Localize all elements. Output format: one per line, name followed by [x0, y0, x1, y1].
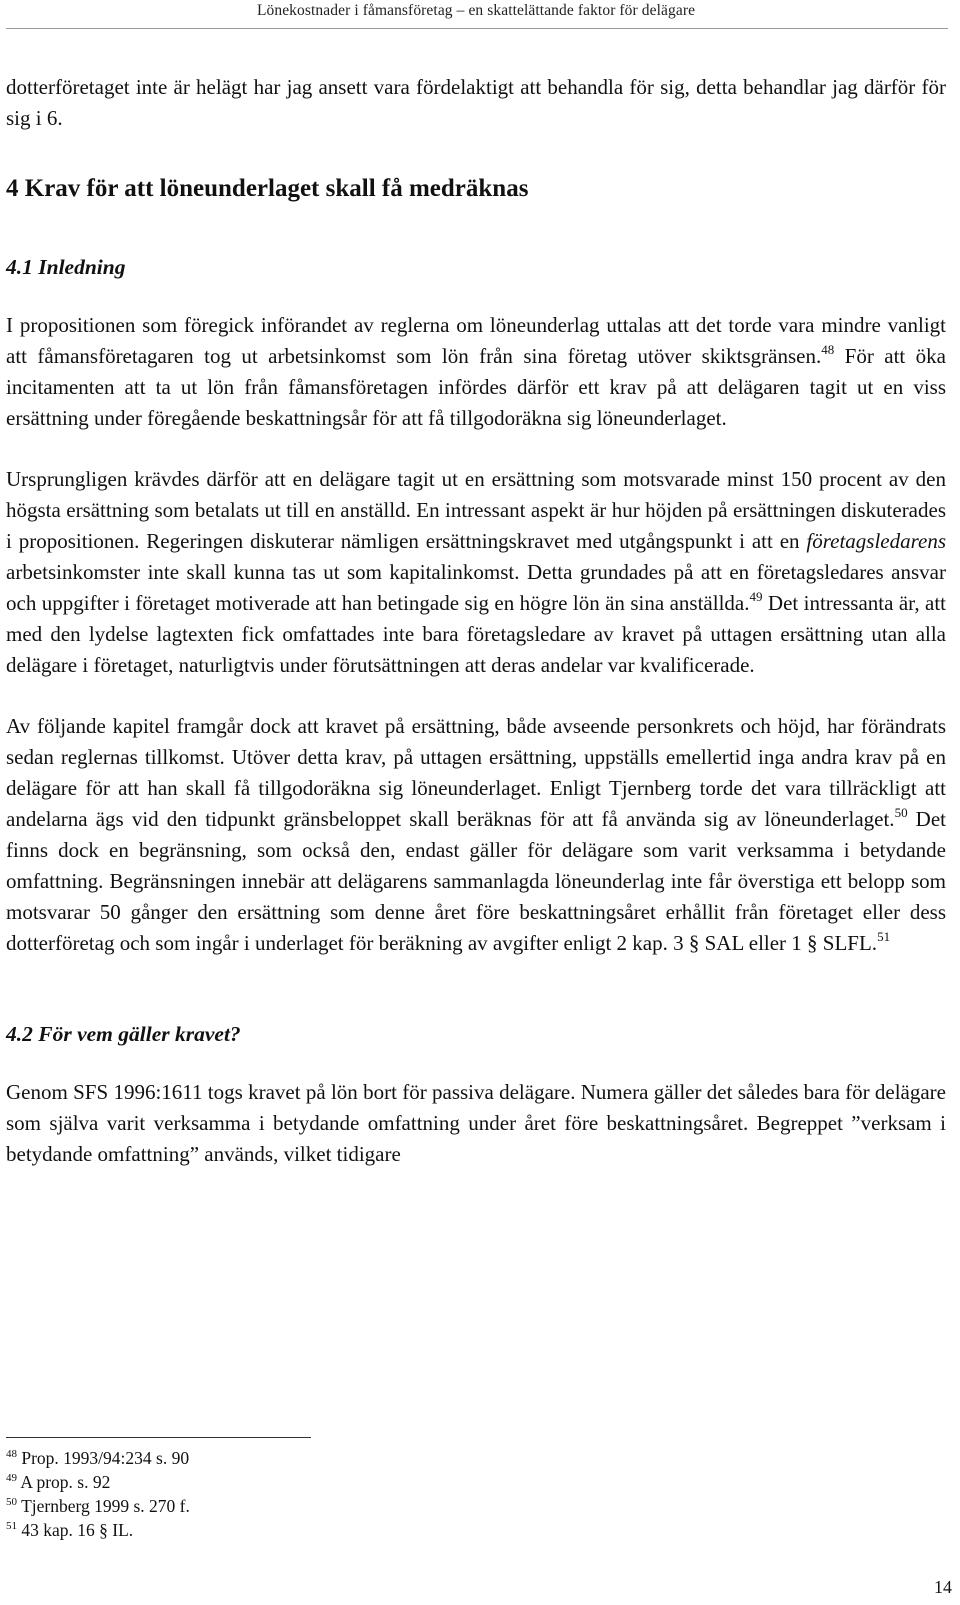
header-divider [6, 28, 948, 29]
footnote-text: Prop. 1993/94:234 s. 90 [21, 1448, 190, 1468]
section-4-2-heading: 4.2 För vem gäller kravet? [6, 1022, 241, 1046]
paragraph-ursprungligen [6, 464, 946, 681]
paragraph-text: Det intressanta är, att med den lydelse lagtexten fick omfattades inte bara företagsledare av kravet på uttagen ersättning utan alla delägare i företaget, naturligtvis under förutsättningen att deras andelar var kvalificerade. [6, 591, 946, 677]
footnote-item [6, 1518, 190, 1542]
footnote-text: A prop. s. 92 [20, 1472, 111, 1492]
footnote-ref-51: 51 [877, 929, 891, 944]
paragraph-text: arbetsinkomster inte skall kunna tas ut som kapitalinkomst. Detta grundades på att en företagsledares ansvar och uppgifter i företaget motiverade att han betingade sig en högre lön än sina anställda. [6, 560, 946, 615]
paragraph-text: För att öka incitamenten att ta ut lön från fåmansföretagen infördes därför ett krav på att delägaren tagit ut en viss ersättning under föregående beskattningsår för att få tillgodoräkna sig löneunderlaget. [6, 344, 947, 430]
page-body [6, 72, 946, 1170]
emphasis-text: företagsledarens [806, 529, 946, 553]
page-number: 14 [934, 1577, 952, 1597]
paragraph-text: Det finns dock en begränsning, som också den, endast gäller för delägare som varit verksamma i betydande omfattning. Begränsningen innebär att delägarens sammanlagda löneunderlag inte får överstiga ett belopp som motsvarar 50 gånger den ersättning som denne året före beskattningsåret erhållit från företaget eller dess dotterföretag och som ingår i underlaget för beräkning av avgifter enligt 2 kap. 3 § SAL eller 1 § SLFL. [6, 807, 946, 955]
section-4-1-heading: 4.1 Inledning [6, 255, 126, 279]
footnote-number: 48 [6, 1448, 17, 1460]
footnote-ref-49: 49 [749, 589, 763, 604]
footnote-number: 50 [6, 1496, 17, 1508]
intro-paragraph: dotterföretaget inte är helägt har jag ansett vara fördelaktigt att behandla för sig, detta behandlar jag därför för sig i 6. [6, 75, 946, 130]
section-4-heading: 4 Krav för att löneunderlaget skall få medräknas [6, 175, 529, 202]
footnotes [6, 1446, 190, 1542]
footnote-ref-50: 50 [894, 805, 908, 820]
footnote-text: Tjernberg 1999 s. 270 f. [21, 1496, 190, 1516]
paragraph-text: Av följande kapitel framgår dock att kravet på ersättning, både avseende personkrets och höjd, har förändrats sedan reglernas tillkomst. Utöver detta krav, på uttagen ersättning, uppställs emellertid inga andra krav på en delägare för att han skall få tillgodoräkna sig löneunderlaget. Enligt Tjernberg torde det vara tillräckligt att andelarna ägs vid den tidpunkt gränsbeloppet skall beräknas för att få använda sig av löneunderlaget. [6, 714, 946, 831]
footnote-text: 43 kap. 16 § IL. [21, 1520, 134, 1540]
paragraph-sfs: Genom SFS 1996:1611 togs kravet på lön bort för passiva delägare. Numera gäller det således bara för delägare som själva varit verksamma i betydande omfattning under året före beskattningsåret. Begreppet ”verksam i betydande omfattning” används, vilket tidigare [6, 1080, 946, 1166]
footnote-item [6, 1446, 190, 1470]
footnote-item [6, 1494, 190, 1518]
footnote-ref-48: 48 [821, 342, 835, 357]
footnote-divider [6, 1437, 311, 1438]
footnote-number: 51 [6, 1520, 17, 1532]
running-header: Lönekostnader i fåmansföretag – en skattelättande faktor för delägare [256, 2, 696, 19]
paragraph-inledning [6, 310, 946, 434]
paragraph-kapitel [6, 711, 946, 959]
footnote-number: 49 [6, 1472, 17, 1484]
footnote-item [6, 1470, 190, 1494]
paragraph-text: I propositionen som föregick införandet av reglerna om löneunderlag uttalas att det torde vara mindre vanligt att fåmansföretagaren tog ut arbetsinkomst som lön från sina företag utöver skiktsgränsen. [6, 313, 946, 368]
paragraph-text: Ursprungligen krävdes därför att en delägare tagit ut en ersättning som motsvarade minst 150 procent av den högsta ersättning som betalats ut till en anställd. En intressant aspekt är hur höjden på ersättningen diskuterades i propositionen. Regeringen diskuterar nämligen ersättningskravet med utgångspunkt i att en [6, 467, 946, 553]
